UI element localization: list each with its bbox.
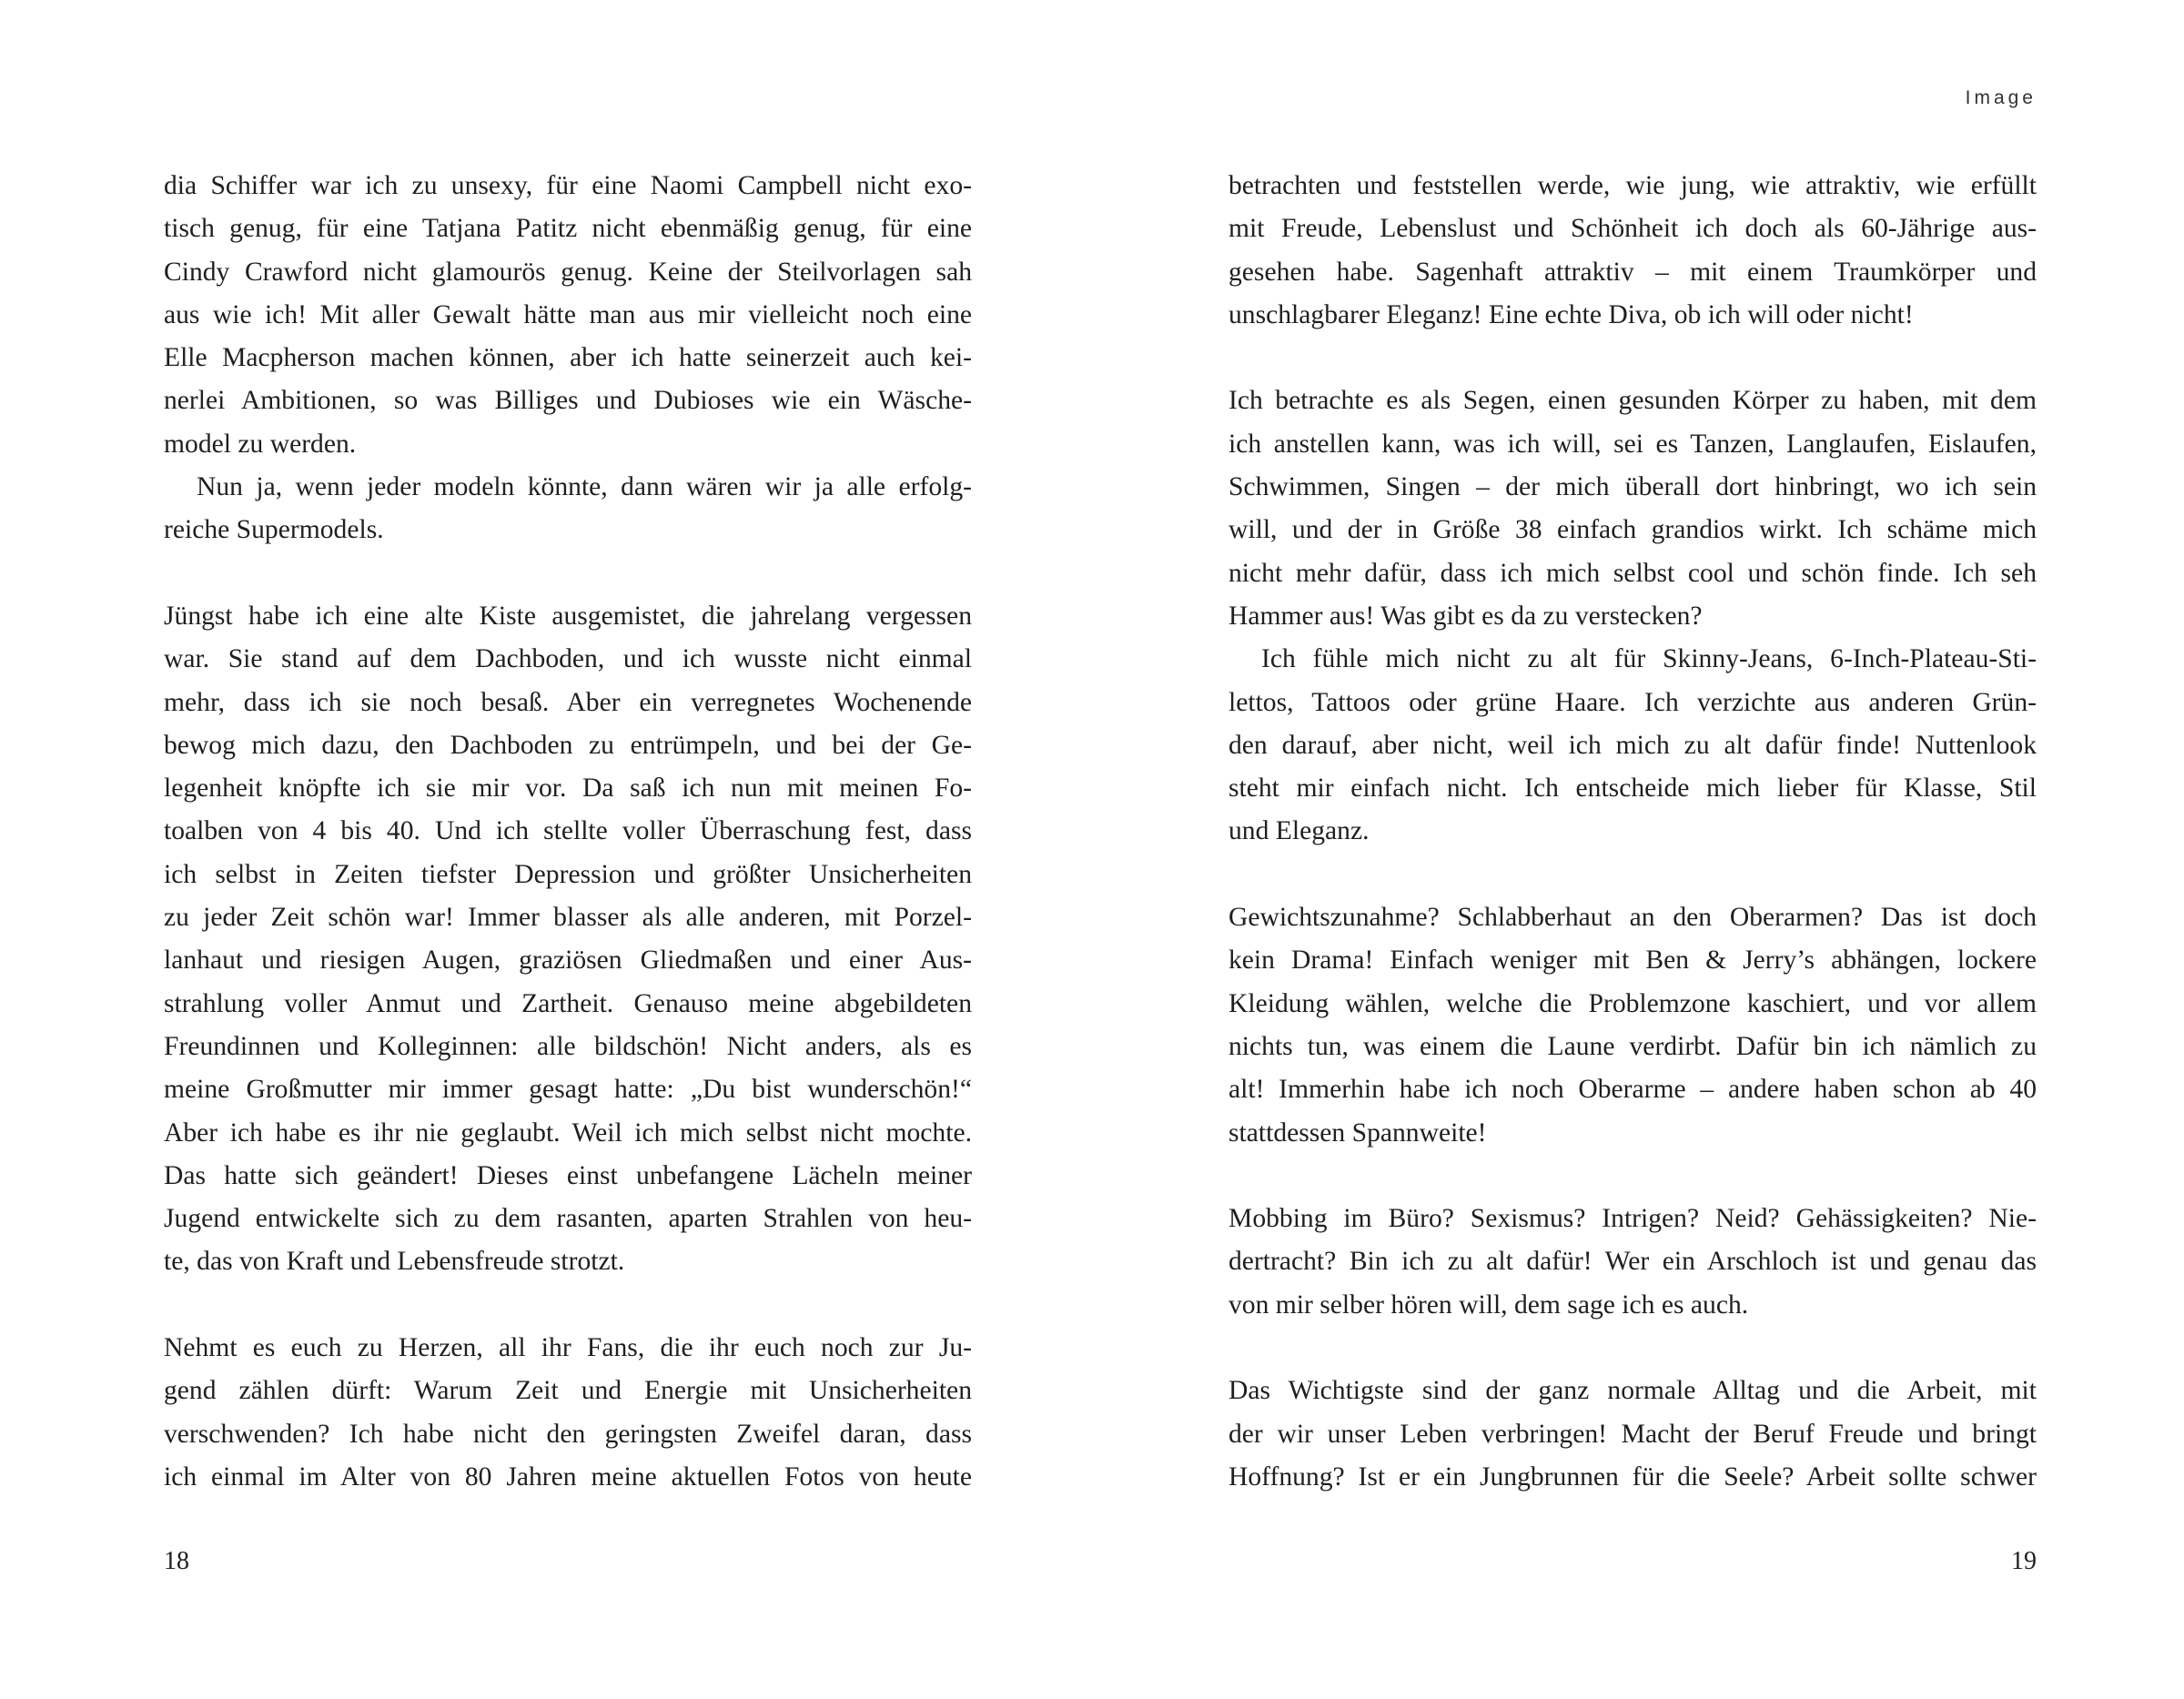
text-line: unschlagbarer Eleganz! Eine echte Diva, ob ich will oder nicht!: [1228, 299, 1914, 329]
text-line: verschwenden? Ich habe nicht den geringsten Zweifel daran, dass: [164, 1419, 972, 1449]
text-line: der wir unser Leben verbringen! Macht der Beruf Freude und bringt: [1228, 1419, 2037, 1449]
text-line: Jugend entwickelte sich zu dem rasanten, aparten Strahlen von heu-: [164, 1204, 972, 1234]
right-page: [1092, 0, 2184, 1699]
text-line: gend zählen dürft: Warum Zeit und Energie mit Unsicherheiten: [164, 1376, 972, 1406]
page-number: 19: [2011, 1547, 2037, 1575]
running-head: Image: [1965, 87, 2037, 108]
text-line: will, und der in Größe 38 einfach grandios wirkt. Ich schäme mich: [1228, 515, 2037, 545]
paragraph-gap: [164, 552, 972, 595]
text-line: ich selbst in Zeiten tiefster Depression und größter Unsicherheiten: [164, 859, 972, 889]
page-number: 18: [164, 1547, 189, 1575]
text-line: Gewichtszunahme? Schlabberhaut an den Oberarmen? Das ist doch: [1228, 903, 2037, 933]
left-page-text: [164, 165, 972, 1499]
text-line: tisch genug, für eine Tatjana Patitz nicht ebenmäßig genug, für eine: [164, 214, 972, 244]
text-line: Freundinnen und Kolleginnen: alle bildschön! Nicht anders, als es: [164, 1031, 972, 1061]
text-line: kein Drama! Einfach weniger mit Ben & Jerry’s abhängen, lockere: [1228, 946, 2037, 976]
text-line: dia Schiffer war ich zu unsexy, für eine Naomi Campbell nicht exo-: [164, 171, 972, 200]
text-line: Hammer aus! Was gibt es da zu verstecken?: [1228, 601, 1703, 631]
text-line: und Eleganz.: [1228, 816, 1370, 846]
paragraph-gap: [1228, 1327, 2037, 1370]
text-line: Hoffnung? Ist er ein Jungbrunnen für die Seele? Arbeit sollte schwer: [1228, 1461, 2037, 1492]
text-line: Schwimmen, Singen – der mich überall dort hinbringt, wo ich sein: [1228, 472, 2037, 502]
text-line: Nun ja, wenn jeder modeln könnte, dann wären wir ja alle erfolg-: [197, 472, 972, 502]
text-line: mit Freude, Lebenslust und Schönheit ich doch als 60-Jährige aus-: [1228, 214, 2037, 244]
paragraph-gap: [1228, 1155, 2037, 1198]
text-line: model zu werden.: [164, 429, 357, 459]
text-line: stattdessen Spannweite!: [1228, 1117, 1487, 1148]
text-line: betrachten und feststellen werde, wie jung, wie attraktiv, wie erfüllt: [1228, 171, 2037, 200]
text-line: Elle Macpherson machen können, aber ich hatte seinerzeit auch kei-: [164, 343, 972, 373]
text-line: lanhaut und riesigen Augen, graziösen Gliedmaßen und einer Aus-: [164, 946, 972, 976]
text-line: bewog mich dazu, den Dachboden zu entrümpeln, und bei der Ge-: [164, 730, 972, 760]
text-line: von mir selber hören will, dem sage ich es auch.: [1228, 1289, 1749, 1320]
text-line: toalben von 4 bis 40. Und ich stellte voller Überraschung fest, dass: [164, 816, 972, 846]
text-line: strahlung voller Anmut und Zartheit. Genauso meine abgebildeten: [164, 988, 972, 1018]
text-line: war. Sie stand auf dem Dachboden, und ich wusste nicht einmal: [164, 644, 972, 674]
text-line: meine Großmutter mir immer gesagt hatte: „Du bist wunderschön!“: [164, 1075, 972, 1105]
text-line: Das hatte sich geändert! Dieses einst unbefangene Lächeln meiner: [164, 1160, 972, 1190]
text-line: reiche Supermodels.: [164, 515, 384, 545]
text-line: Kleidung wählen, welche die Problemzone kaschiert, und vor allem: [1228, 988, 2037, 1018]
text-line: ich einmal im Alter von 80 Jahren meine aktuellen Fotos von heute: [164, 1461, 972, 1492]
text-line: aus wie ich! Mit aller Gewalt hätte man aus mir vielleicht noch eine: [164, 299, 972, 329]
text-line: dertracht? Bin ich zu alt dafür! Wer ein Arschloch ist und genau das: [1228, 1247, 2037, 1277]
text-line: lettos, Tattoos oder grüne Haare. Ich verzichte aus anderen Grün-: [1228, 687, 2037, 717]
paragraph-gap: [164, 1284, 972, 1327]
text-line: Ich fühle mich nicht zu alt für Skinny-Jeans, 6-Inch-Plateau-Sti-: [1261, 644, 2037, 674]
right-page-text: [1228, 165, 2037, 1499]
text-line: mehr, dass ich sie noch besaß. Aber ein verregnetes Wochenende: [164, 687, 972, 717]
text-line: Jüngst habe ich eine alte Kiste ausgemistet, die jahrelang vergessen: [164, 601, 972, 631]
text-line: zu jeder Zeit schön war! Immer blasser als alle anderen, mit Porzel-: [164, 903, 972, 933]
text-line: Aber ich habe es ihr nie geglaubt. Weil ich mich selbst nicht mochte.: [164, 1117, 972, 1148]
text-line: den darauf, aber nicht, weil ich mich zu alt dafür finde! Nuttenlook: [1228, 730, 2037, 760]
text-line: Mobbing im Büro? Sexismus? Intrigen? Neid? Gehässigkeiten? Nie-: [1228, 1204, 2037, 1234]
text-line: steht mir einfach nicht. Ich entscheide mich lieber für Klasse, Stil: [1228, 774, 2037, 804]
text-line: alt! Immerhin habe ich noch Oberarme – andere haben schon ab 40: [1228, 1075, 2037, 1105]
paragraph-gap: [1228, 337, 2037, 379]
text-line: legenheit knöpfte ich sie mir vor. Da saß ich nun mit meinen Fo-: [164, 774, 972, 804]
text-line: Ich betrachte es als Segen, einen gesunden Körper zu haben, mit dem: [1228, 386, 2037, 416]
text-line: Cindy Crawford nicht glamourös genug. Keine der Steilvorlagen sah: [164, 257, 972, 287]
text-line: nichts tun, was einem die Laune verdirbt. Dafür bin ich nämlich zu: [1228, 1031, 2037, 1061]
text-line: ich anstellen kann, was ich will, sei es Tanzen, Langlaufen, Eislaufen,: [1228, 429, 2037, 459]
text-line: Das Wichtigste sind der ganz normale Alltag und die Arbeit, mit: [1228, 1376, 2037, 1406]
text-line: gesehen habe. Sagenhaft attraktiv – mit einem Traumkörper und: [1228, 257, 2037, 287]
paragraph-gap: [1228, 854, 2037, 896]
text-line: nerlei Ambitionen, so was Billiges und Dubioses wie ein Wäsche-: [164, 386, 972, 416]
text-line: te, das von Kraft und Lebensfreude strotzt.: [164, 1247, 625, 1277]
text-line: nicht mehr dafür, dass ich mich selbst cool und schön finde. Ich seh: [1228, 558, 2037, 588]
text-line: Nehmt es euch zu Herzen, all ihr Fans, die ihr euch noch zur Ju-: [164, 1333, 972, 1363]
